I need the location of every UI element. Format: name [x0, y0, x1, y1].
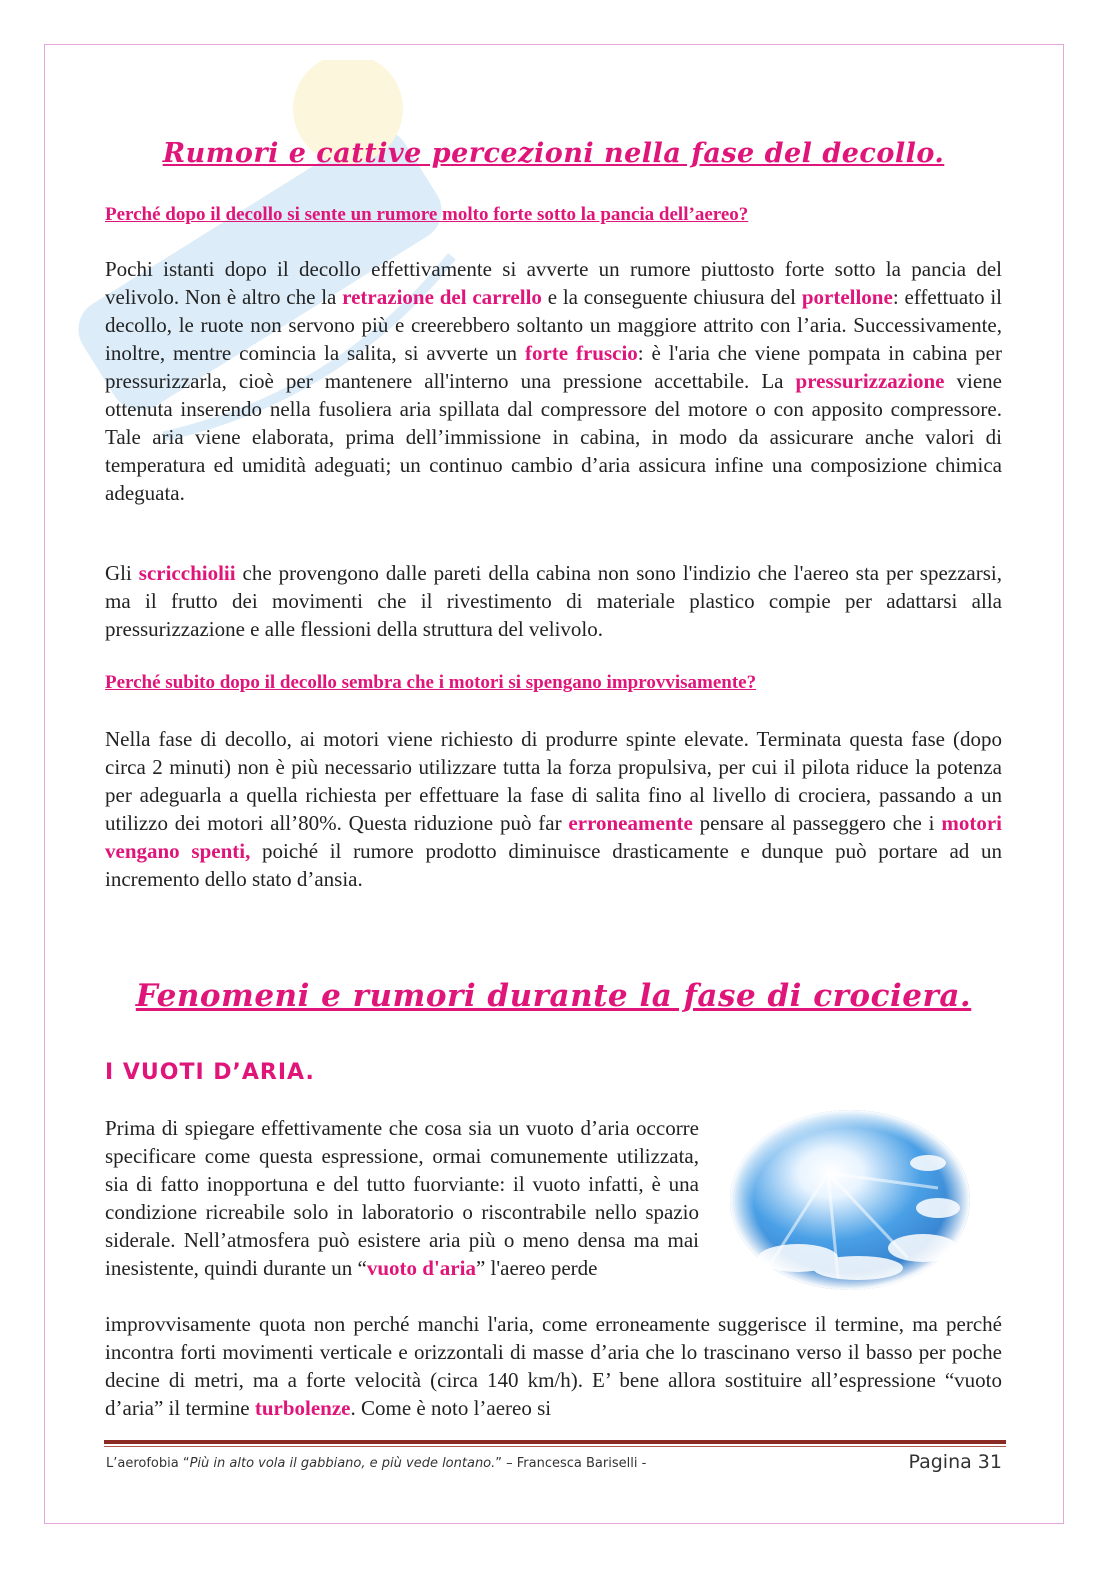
paragraph-vuoto-aria-intro: Prima di spiegare effettivamente che cosa sia un vuoto d’aria occorre specificare come questa espressione, ormai comunemente utilizzata, sia di fatto inopportuna e del tutto fuorviante: il vuoto infatti, è una condizione ricreabile solo in laboratorio o riscontrabile nello spazio siderale. Nell’atmosfera può esistere aria più o meno densa ma mai inesistente, quindi durante un “vuoto d'aria” l'aereo perde	[105, 1116, 699, 1280]
page-number: Pagina 31	[908, 1451, 1002, 1473]
sky-sun-image	[728, 1108, 973, 1293]
subtitle-vuoti-aria: I VUOTI D’ARIA.	[105, 1060, 315, 1085]
question-motori-spenti: Perché subito dopo il decollo sembra che i motori si spengano improvvisamente?	[105, 672, 757, 693]
paragraph-scricchiolii: Gli scricchiolii che provengono dalle pareti della cabina non sono l'indizio che l'aereo sta per spezzarsi, ma il frutto dei movimenti che il rivestimento di materiale plastico compie per adattarsi alla pressurizzazione e alle flessioni della struttura del velivolo.	[105, 561, 1003, 641]
section-title-decollo: Rumori e cattive percezioni nella fase del decollo.	[162, 138, 945, 169]
footer-rule-thin	[104, 1446, 1006, 1447]
paragraph-riduzione-potenza: Nella fase di decollo, ai motori viene richiesto di produrre spinte elevate. Terminata questa fase (dopo circa 2 minuti) non è più necessario utilizzare tutta la forza propulsiva, per cui il pilota riduce la potenza per adeguarla a quella richiesta per effettuare la fase di salita fino al livello di crociera, passando a un utilizzo dei motori all’80%. Questa riduzione può far erroneamente pensare al passeggero che i motori vengano spenti, poiché il rumore prodotto diminuisce drasticamente e dunque può portare ad un incremento dello stato d’ansia.	[105, 727, 1002, 891]
question-rumore-pancia: Perché dopo il decollo si sente un rumore molto forte sotto la pancia dell’aereo?	[105, 204, 749, 225]
paragraph-retrazione-carrello: Pochi istanti dopo il decollo effettivamente si avverte un rumore piuttosto forte sotto la pancia del velivolo. Non è altro che la retrazione del carrello e la conseguente chiusura del portellone: effettuato il decollo, le ruote non servono più e creerebbero soltanto un maggiore attrito con l’aria. Successivamente, inoltre, mentre comincia la salita, si avverte un forte fruscio: è l'aria che viene pompata in cabina per pressurizzarla, cioè per mantenere all'interno una pressione accettabile. La pressurizzazione viene ottenuta inserendo nella fusoliera aria spillata dal compressore del motore o con apposito compressore. Tale aria viene elaborata, prima dell’immissione in cabina, in modo da assicurare anche valori di temperatura ed umidità adeguati; un continuo cambio d’aria assicura infine una composizione chimica adeguata.	[105, 257, 1003, 505]
section-title-crociera: Fenomeni e rumori durante la fase di crociera.	[135, 978, 972, 1014]
footer-citation: L’aerofobia “Più in alto vola il gabbiano, e più vede lontano.” – Francesca Bariselli -	[106, 1456, 647, 1471]
paragraph-turbolenze: improvvisamente quota non perché manchi l'aria, come erroneamente suggerisce il termine, ma perché incontra forti movimenti verticale e orizzontali di masse d’aria che lo trascinano verso il basso per poche decine di metri, ma a forte velocità (circa 140 km/h). E’ bene allora sostituire all’espressione “vuoto d’aria” il termine turbolenze. Come è noto l’aereo si	[105, 1312, 1002, 1420]
footer-rule	[104, 1440, 1006, 1444]
